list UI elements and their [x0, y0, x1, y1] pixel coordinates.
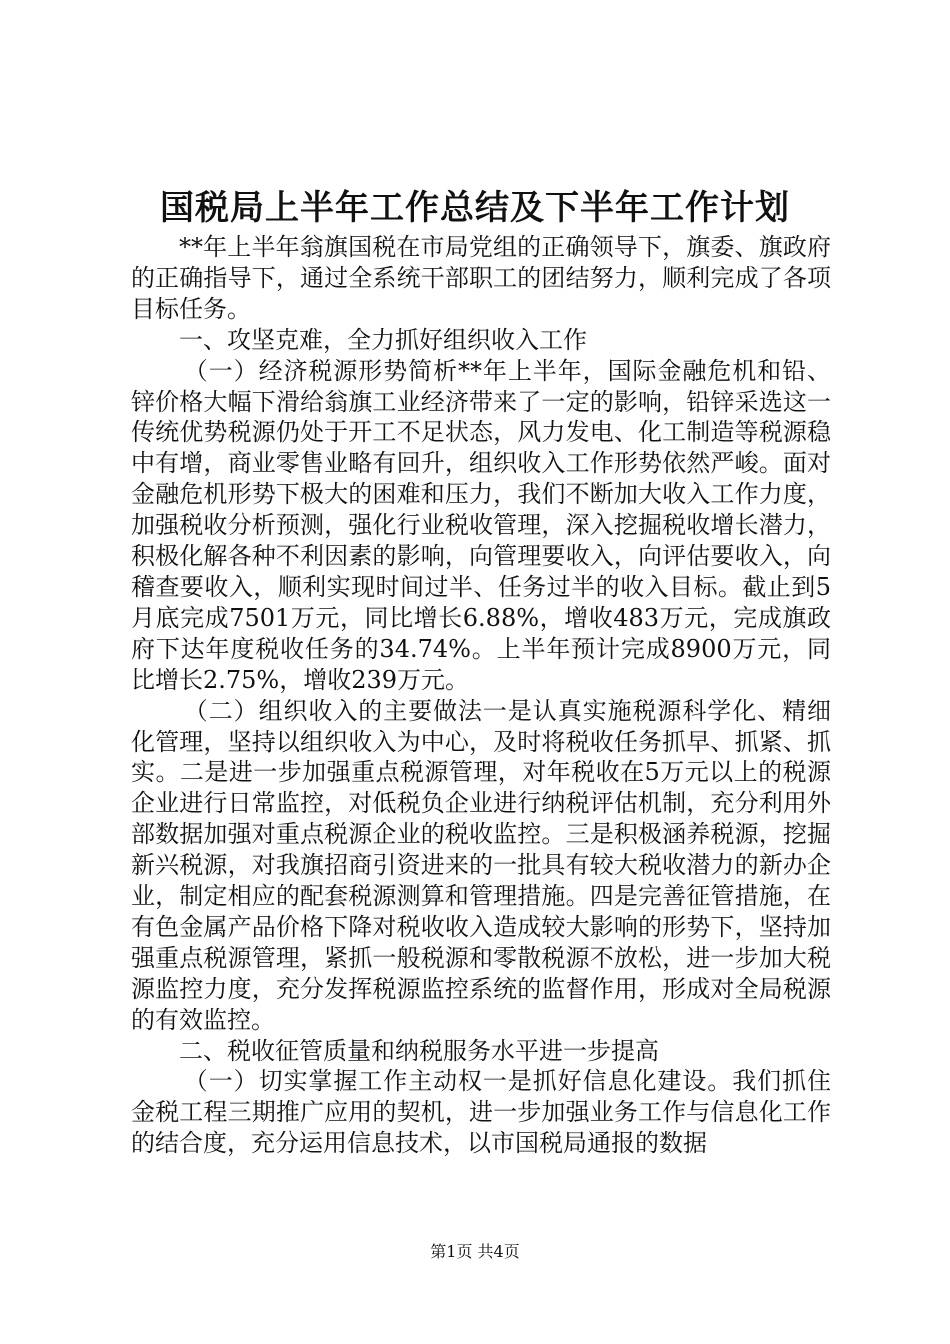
- paragraph-section-1-1: （一）经济税源形势简析**年上半年，国际金融危机和铅、锌价格大幅下滑给翁旗工业经济带来了一定的影响，铅锌采选这一传统优势税源仍处于开工不足状态，风力发电、化工制造等税源稳中有增，商业零售业略有回升，组织收入工作形势依然严峻。面对金融危机形势下极大的困难和压力，我们不断加大收入工作力度，加强税收分析预测，强化行业税收管理，深入挖掘税收增长潜力，积极化解各种不利因素的影响，向管理要收入，向评估要收入，向稽查要收入，顺利实现时间过半、任务过半的收入目标。截止到5月底完成7501万元，同比增长6.88%，增收483万元，完成旗政府下达年度税收任务的34.74%。上半年预计完成8900万元，同比增长2.75%，增收239万元。: [131, 356, 831, 694]
- heading-section-2: 二、税收征管质量和纳税服务水平进一步提高: [179, 1036, 659, 1065]
- paragraph-section-2-1: （一）切实掌握工作主动权一是抓好信息化建设。我们抓住金税工程三期推广应用的契机，进一步加强业务工作与信息化工作的结合度，充分运用信息技术，以市国税局通报的数据: [131, 1067, 831, 1158]
- page-number-footer: 第1页 共4页: [430, 1242, 520, 1261]
- paragraph-section-1-2: （二）组织收入的主要做法一是认真实施税源科学化、精细化管理，坚持以组织收入为中心，及时将税收任务抓早、抓紧、抓实。二是进一步加强重点税源管理，对年税收在5万元以上的税源企业进行日常监控，对低税负企业进行纳税评估机制，充分利用外部数据加强对重点税源企业的税收监控。三是积极涵养税源，挖掘新兴税源，对我旗招商引资进来的一批具有较大税收潜力的新办企业，制定相应的配套税源测算和管理措施。四是完善征管措施，在有色金属产品价格下降对税收收入造成较大影响的形势下，坚持加强重点税源管理，紧抓一般税源和零散税源不放松，进一步加大税源监控力度，充分发挥税源监控系统的监督作用，形成对全局税源的有效监控。: [131, 696, 831, 1034]
- paragraph-intro: **年上半年翁旗国税在市局党组的正确领导下，旗委、旗政府的正确指导下，通过全系统干部职工的团结努力，顺利完成了各项目标任务。: [131, 233, 831, 323]
- document-title: 国税局上半年工作总结及下半年工作计划: [160, 188, 790, 228]
- document-body: [131, 232, 831, 1159]
- heading-section-1: 一、攻坚克难，全力抓好组织收入工作: [179, 325, 587, 354]
